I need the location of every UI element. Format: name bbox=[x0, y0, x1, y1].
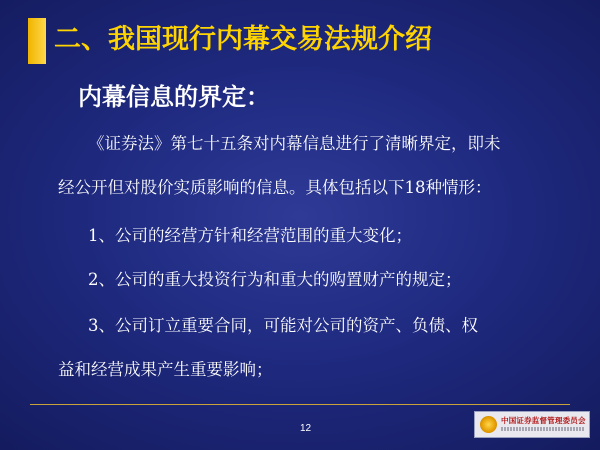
list-item-1: 1、公司的经营方针和经营范围的重大变化； bbox=[88, 226, 412, 245]
footer-divider bbox=[30, 404, 570, 405]
page-number: 12 bbox=[300, 423, 312, 434]
logo-subtext-decoration bbox=[501, 427, 585, 431]
section-heading: 内幕信息的界定： bbox=[78, 83, 270, 111]
list-item-2: 2、公司的重大投资行为和重大的购置财产的规定； bbox=[88, 270, 462, 289]
list-item-3: 3、公司订立重要合同，可能对公司的资产、负债、权 bbox=[88, 316, 478, 335]
emblem-icon bbox=[480, 416, 497, 433]
body-paragraph-line: 《证券法》第七十五条对内幕信息进行了清晰界定，即未 bbox=[88, 134, 501, 153]
logo-text: 中国证券监督管理委员会 bbox=[501, 416, 586, 425]
slide-title: 二、我国现行内幕交易法规介绍 bbox=[54, 24, 432, 55]
body-paragraph-line: 经公开但对股价实质影响的信息。具体包括以下18种情形： bbox=[58, 178, 492, 197]
list-item-3-continuation: 益和经营成果产生重要影响； bbox=[58, 360, 273, 379]
title-accent-bar bbox=[28, 18, 46, 64]
csrc-logo bbox=[474, 411, 590, 438]
